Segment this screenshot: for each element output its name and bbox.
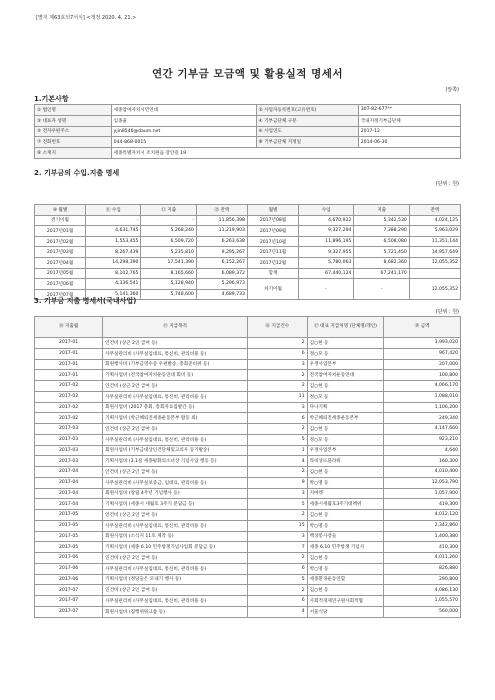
column-header: ⑮ 지급목적 <box>103 317 248 338</box>
table-cell: 9,327,294 <box>299 226 354 237</box>
table-cell: 사무실관리비 (사무실임대료, 통신비, 관리비용 등) <box>103 434 248 445</box>
table-cell: 4 <box>248 606 308 617</box>
table-row <box>35 105 461 116</box>
table-cell: 5,780,063 <box>299 257 354 268</box>
table-cell: 6 <box>248 413 308 424</box>
table-cell: 6 <box>248 596 308 607</box>
table-cell: 2017-01 <box>35 370 103 381</box>
table-cell: 5,963,029 <box>409 226 460 237</box>
table-row <box>35 226 461 237</box>
table-cell: 5,141,360 <box>86 289 141 300</box>
table-cell: 정○모 등 <box>307 391 384 402</box>
table-cell: 4,336,541 <box>86 279 141 290</box>
table-cell: 2017년11월 <box>247 247 298 258</box>
table-cell: 사무실관리비 (사무실임대료, 통신비, 관리비용 등) <box>103 348 248 359</box>
revenue-expense-table <box>34 204 461 300</box>
table-cell: 11,351,144 <box>409 236 460 247</box>
column-header: ⑯ 지급건수 <box>248 317 308 338</box>
table-cell: 12,055,352 <box>409 257 460 268</box>
table-cell: 2017-05 <box>35 542 103 553</box>
table-row <box>35 510 461 521</box>
table-cell: 4,689,733 <box>196 289 247 300</box>
table-cell: 기획사업비 (세종시 세월호 3주기 분담금 등) <box>103 499 248 510</box>
table-cell: 14,957,649 <box>409 247 460 258</box>
column-header: ⑩ 월별 <box>35 205 86 216</box>
table-row <box>35 574 461 585</box>
table-cell: 1,088,010 <box>384 391 461 402</box>
table-row <box>35 381 461 392</box>
table-cell: 2017년01월 <box>35 226 86 237</box>
table-cell: 11,896,195 <box>299 236 354 247</box>
section-expense-heading: 3. 기부금 지출 명세서(국내사업) <box>34 297 137 305</box>
table-row <box>35 348 461 359</box>
table-cell: 2017-05 <box>35 531 103 542</box>
table-cell: 2017-06 <box>35 563 103 574</box>
unit-note: (단위 : 원) <box>435 181 459 187</box>
table-row <box>35 542 461 553</box>
table-cell: 7 <box>248 542 308 553</box>
table-cell: 410,300 <box>384 542 461 553</box>
table-cell: 2 <box>248 424 308 435</box>
table-cell: 회원사업비 (집행위워크숍 등) <box>103 606 248 617</box>
table-cell: 2 <box>248 370 308 381</box>
table-row <box>35 456 461 467</box>
table-cell: 9,295,267 <box>196 247 247 258</box>
table-row <box>35 279 461 290</box>
table-row <box>35 499 461 510</box>
table-cell: 사무실관리비 (사무실보증금, 임대료, 관리비용 등) <box>103 477 248 488</box>
table-cell: 6,508,080 <box>354 236 409 247</box>
table-cell: 2017년12월 <box>247 257 298 268</box>
table-cell: 967,420 <box>384 348 461 359</box>
table-cell: 김○현 등 <box>307 467 384 478</box>
basic-info-table <box>34 104 461 159</box>
table-cell: 290,800 <box>384 574 461 585</box>
table-cell: 2017-04 <box>35 477 103 488</box>
table-cell: 2017-02 <box>35 391 103 402</box>
table-cell: 2,342,860 <box>384 520 461 531</box>
value-org-type: 국내지정기부금단체 <box>358 115 460 126</box>
table-cell: 8,102,765 <box>86 268 141 279</box>
column-header: ⑫ 지출 <box>141 205 196 216</box>
table-row <box>35 338 461 349</box>
table-cell: - <box>86 215 141 226</box>
table-cell: 1,106,200 <box>384 402 461 413</box>
table-cell: 1,553,455 <box>86 236 141 247</box>
table-cell: 2017년10월 <box>247 236 298 247</box>
table-cell: 2017년08월 <box>247 215 298 226</box>
table-cell: 2 <box>248 338 308 349</box>
table-cell: 2017년05월 <box>35 268 86 279</box>
table-cell: 826,880 <box>384 563 461 574</box>
table-cell: 6 <box>248 563 308 574</box>
table-cell: 2017년06월 <box>35 279 86 290</box>
table-cell: 249,340 <box>384 413 461 424</box>
table-cell: 김○현 등 <box>307 424 384 435</box>
table-row <box>35 115 461 126</box>
table-cell: 김○현 등 <box>307 381 384 392</box>
table-cell: 2017-06 <box>35 553 103 564</box>
table-cell: 9 <box>248 477 308 488</box>
table-row <box>35 606 461 617</box>
table-cell: 서울식당 <box>307 606 384 617</box>
label-phone: ⑦ 전화번호 <box>35 137 112 148</box>
table-cell: 2017년03월 <box>35 247 86 258</box>
table-cell: 2017년09월 <box>247 226 298 237</box>
table-cell: 회원사업비 (기부금대상인건단체및고의우 등기발송) <box>103 445 248 456</box>
table-cell: 3 <box>248 531 308 542</box>
column-header: ⑬ 잔액 <box>196 205 247 216</box>
table-cell: 인건비 (상근 2인 급여 등) <box>103 467 248 478</box>
table-cell: 2017년07월 <box>35 289 86 300</box>
table-cell: - <box>141 215 196 226</box>
table-cell: 5,748,600 <box>141 289 196 300</box>
table-cell: 5,128,940 <box>141 279 196 290</box>
table-cell: 4,024,125 <box>409 215 460 226</box>
column-header: ⑭ 지출월 <box>35 317 103 338</box>
label-designation-date: ⑧ 기부금단체 지정일 <box>256 137 358 148</box>
table-cell: 14,298,390 <box>86 257 141 268</box>
table-cell: 419,300 <box>384 499 461 510</box>
table-cell: 2017-03 <box>35 445 103 456</box>
table-cell: - <box>354 279 409 300</box>
table-cell: 6 <box>248 348 308 359</box>
table-cell: 회원행사비 (기부금영수증 우편발송, 총회준비위 등) <box>103 359 248 370</box>
table-cell: 5 <box>248 574 308 585</box>
label-representative: ③ 대표자 성명 <box>35 115 112 126</box>
table-cell: 2017년02월 <box>35 236 86 247</box>
table-row <box>35 477 461 488</box>
table-cell: 사무실관리비 (사무실임대료, 통신비, 관리비용 등) <box>103 520 248 531</box>
table-cell: 17,541,390 <box>141 257 196 268</box>
table-row <box>35 553 461 564</box>
section-revenue-heading: 2. 기부금의 수입.지출 명세 <box>34 169 120 177</box>
table-cell: 100,800 <box>384 370 461 381</box>
value-corp-name: 세종참여자치시민연대 <box>111 105 256 116</box>
table-cell: 4,640 <box>384 445 461 456</box>
column-header: ⑰ 대표 지급처명 (단체명/개인) <box>307 317 384 338</box>
table-cell: 3 <box>248 359 308 370</box>
table-cell: 11 <box>248 391 308 402</box>
table-cell: 라비상뜨플라워 <box>307 456 384 467</box>
section-basic-heading: 1.기본사항 <box>34 95 69 103</box>
table-cell: 인건비 (상근 2인 급여 등) <box>103 510 248 521</box>
table-cell: 5,296,973 <box>196 279 247 290</box>
value-fiscal-year: 2017-12 <box>358 126 460 137</box>
table-row <box>35 402 461 413</box>
table-cell: 8,682,360 <box>354 257 409 268</box>
table-header-row <box>35 205 461 216</box>
table-cell: 7,388,290 <box>354 226 409 237</box>
table-cell: 207,000 <box>384 359 461 370</box>
table-cell: 전기이월 <box>35 215 86 226</box>
value-email: yjin8546@daum.net <box>111 126 256 137</box>
table-cell: 160,300 <box>384 456 461 467</box>
table-cell: 4,066,170 <box>384 381 461 392</box>
table-cell: 2 <box>248 510 308 521</box>
table-cell: 김○현 등 <box>307 338 384 349</box>
table-cell: 2017-02 <box>35 381 103 392</box>
table-cell: 2017년04월 <box>35 257 86 268</box>
table-cell: 11,219,903 <box>196 226 247 237</box>
table-cell: 2017-04 <box>35 488 103 499</box>
table-cell: 6,263,638 <box>196 236 247 247</box>
table-cell: 인건비 (상근 2인 급여 등) <box>103 381 248 392</box>
table-cell: 2017-04 <box>35 467 103 478</box>
table-cell: 4,670,922 <box>299 215 354 226</box>
table-cell: 2017-01 <box>35 359 103 370</box>
table-row <box>35 520 461 531</box>
table-cell: 4,012,120 <box>384 510 461 521</box>
table-row <box>35 488 461 499</box>
table-cell: 2017-05 <box>35 520 103 531</box>
column-header: 지출 <box>354 205 409 216</box>
table-cell: 3 <box>248 488 308 499</box>
table-cell: 9,327,955 <box>299 247 354 258</box>
table-cell: 기획사업비 (정당들은 모내기 행사 등) <box>103 574 248 585</box>
label-email: ⑤ 전자우편주소 <box>35 126 112 137</box>
table-row <box>35 531 461 542</box>
table-cell: 4 <box>248 456 308 467</box>
column-header: 잔액 <box>409 205 460 216</box>
table-cell: 사무실관리비 (사무실임대료, 통신비, 관리비용 등) <box>103 391 248 402</box>
table-cell: 회원사업비 (소식지 11호 제작 등) <box>103 531 248 542</box>
table-cell: 5,342,530 <box>354 215 409 226</box>
table-cell: 8,267,439 <box>86 247 141 258</box>
label-address: ⑨ 소재지 <box>35 148 112 159</box>
table-cell: 인건비 (상근 2인 급여 등) <box>103 585 248 596</box>
table-cell: 1 <box>248 445 308 456</box>
table-cell: 2017-02 <box>35 402 103 413</box>
table-row <box>35 467 461 478</box>
unit-note: (단위 : 원) <box>435 309 459 315</box>
table-row <box>35 247 461 258</box>
table-row <box>35 257 461 268</box>
table-cell: 세종환경운동연합 <box>307 574 384 585</box>
table-cell: 1,400,380 <box>384 531 461 542</box>
table-cell: 5 <box>248 434 308 445</box>
table-cell: 사무실관리비 (사무실임대료, 통신비, 관리비용 등) <box>103 563 248 574</box>
table-cell: 6,509,720 <box>141 236 196 247</box>
table-row <box>35 236 461 247</box>
table-cell: 기획사업비 (박근혜퇴진세종운동본부 활동 외) <box>103 413 248 424</box>
table-cell: 박○명 등 <box>307 520 384 531</box>
table-cell: 전국참여자치운동연대 <box>307 370 384 381</box>
value-biz-reg-no: 307-82-677** <box>358 105 460 116</box>
table-cell: 우정사업본부 <box>307 445 384 456</box>
table-row <box>35 359 461 370</box>
table-cell: 5,235,810 <box>141 247 196 258</box>
table-cell: 6,152,267 <box>196 257 247 268</box>
table-cell: 백상봉사장들 <box>307 531 384 542</box>
table-cell: 3,993,020 <box>384 338 461 349</box>
table-cell: 2017-03 <box>35 456 103 467</box>
table-cell: 2017-01 <box>35 338 103 349</box>
table-row <box>35 434 461 445</box>
table-cell: 15 <box>248 520 308 531</box>
table-cell: 2017-03 <box>35 434 103 445</box>
table-cell: 8,165,660 <box>141 268 196 279</box>
table-cell: 67,440,124 <box>299 268 354 279</box>
table-row <box>35 137 461 148</box>
table-row <box>35 596 461 607</box>
table-cell: 4,086,130 <box>384 585 461 596</box>
table-cell: 지마켓 <box>307 488 384 499</box>
table-cell: 2 <box>248 381 308 392</box>
table-cell: 560,000 <box>384 606 461 617</box>
table-cell: 박○명 등 <box>307 563 384 574</box>
table-cell: 박○명 등 <box>307 477 384 488</box>
table-cell: 김○현 등 <box>307 585 384 596</box>
table-cell: 정○모 등 <box>307 434 384 445</box>
value-designation-date: 2014-06-30 <box>358 137 460 148</box>
label-biz-reg-no: ② 사업자등록번호(고유번호) <box>256 105 358 116</box>
column-header: ⑪ 수입 <box>86 205 141 216</box>
value-representative: 임종율 <box>111 115 256 126</box>
table-cell <box>409 268 460 279</box>
table-cell: 2017-05 <box>35 510 103 521</box>
table-cell: 기획사업비 (세종 6.10 민주항쟁기념사업회 분담금 등) <box>103 542 248 553</box>
table-row <box>35 585 461 596</box>
table-cell: 2017-03 <box>35 424 103 435</box>
value-address: 세종특별자치시 조치원읍 장안길 19 <box>111 148 460 159</box>
table-cell: 세종시세월호3주기대책위 <box>307 499 384 510</box>
table-cell: 박근혜퇴진세종운동본부 <box>307 413 384 424</box>
table-cell: 5 <box>248 499 308 510</box>
table-cell: 2017-07 <box>35 606 103 617</box>
table-cell: 1,055,570 <box>384 596 461 607</box>
table-cell: 4,010,400 <box>384 467 461 478</box>
table-cell: 회원사업비 (2017 총회, 총회자료집발간 등) <box>103 402 248 413</box>
table-cell: 회원사업비 (창립 4주년 기념행사 등) <box>103 488 248 499</box>
table-cell: 5,721,450 <box>354 247 409 258</box>
table-cell: 2 <box>248 467 308 478</box>
table-row <box>35 424 461 435</box>
table-cell: 4,631,745 <box>86 226 141 237</box>
table-header-row <box>35 317 461 338</box>
table-row <box>35 148 461 159</box>
table-row <box>35 445 461 456</box>
table-cell: 3 <box>248 402 308 413</box>
table-cell: 5,268,240 <box>141 226 196 237</box>
table-cell: 2017-06 <box>35 574 103 585</box>
table-cell: 2 <box>248 553 308 564</box>
table-cell: 4,011,260 <box>384 553 461 564</box>
expense-detail-table <box>34 316 461 618</box>
table-cell: 다나기획 <box>307 402 384 413</box>
table-cell: 12,053,790 <box>384 477 461 488</box>
table-cell: 합계 <box>247 268 298 279</box>
column-header: 월별 <box>247 205 298 216</box>
table-cell: 2017-02 <box>35 413 103 424</box>
table-cell: 12,055,352 <box>409 279 460 300</box>
table-cell: 세종 6.10 민주항쟁 기념사 <box>307 542 384 553</box>
page-side-note: (앞쪽) <box>445 87 459 93</box>
form-number: [별지 제63호의7서식] <개정 2020. 4. 21.> <box>36 15 137 21</box>
table-cell: 기획사업비 (전국참여자치운동연대 회비 등) <box>103 370 248 381</box>
table-cell: 사무실관리비 (사무실임대료, 통신비, 관리비용 등) <box>103 596 248 607</box>
table-cell: 인건비 (상근 2인 급여 등) <box>103 338 248 349</box>
table-cell: 2 <box>248 585 308 596</box>
table-cell: 인건비 (상근 2인 급여 등) <box>103 424 248 435</box>
table-row <box>35 370 461 381</box>
table-cell: 923,210 <box>384 434 461 445</box>
table-cell: 2017-07 <box>35 585 103 596</box>
label-org-type: ④ 기부금단체 구분 <box>256 115 358 126</box>
table-row <box>35 413 461 424</box>
table-cell: 2017-07 <box>35 596 103 607</box>
label-corp-name: ① 법인명 <box>35 105 112 116</box>
table-row <box>35 215 461 226</box>
table-cell: 2017-01 <box>35 348 103 359</box>
table-cell: 김○현 등 <box>307 510 384 521</box>
table-cell: 67,241,170 <box>354 268 409 279</box>
value-phone: 044-868-0015 <box>111 137 256 148</box>
table-row <box>35 126 461 137</box>
table-cell: 1,057,900 <box>384 488 461 499</box>
table-cell: 인건비 (상근 2인 급여 등) <box>103 553 248 564</box>
table-cell: 11,856,398 <box>196 215 247 226</box>
table-cell: - <box>299 279 354 300</box>
table-cell: 정○모 등 <box>307 348 384 359</box>
table-cell: 2017-04 <box>35 499 103 510</box>
table-cell: 우정사업본부 <box>307 359 384 370</box>
column-header: 수입 <box>299 205 354 216</box>
column-header: ⑱ 금액 <box>384 317 461 338</box>
table-cell: 사회적경제연구원사회적협 <box>307 596 384 607</box>
table-row <box>35 391 461 402</box>
page-title: 연간 기부금 모금액 및 활용실적 명세서 <box>151 68 344 80</box>
table-cell: 4,147,660 <box>384 424 461 435</box>
label-fiscal-year: ⑥ 사업연도 <box>256 126 358 137</box>
table-row <box>35 268 461 279</box>
table-cell: 기획사업비 (3.1절 세종평화의소녀상 기념사업 행동 등) <box>103 456 248 467</box>
table-cell: 6,089,372 <box>196 268 247 279</box>
table-cell: 차기이월 <box>247 279 298 300</box>
table-cell: 김○현 등 <box>307 553 384 564</box>
table-row <box>35 563 461 574</box>
